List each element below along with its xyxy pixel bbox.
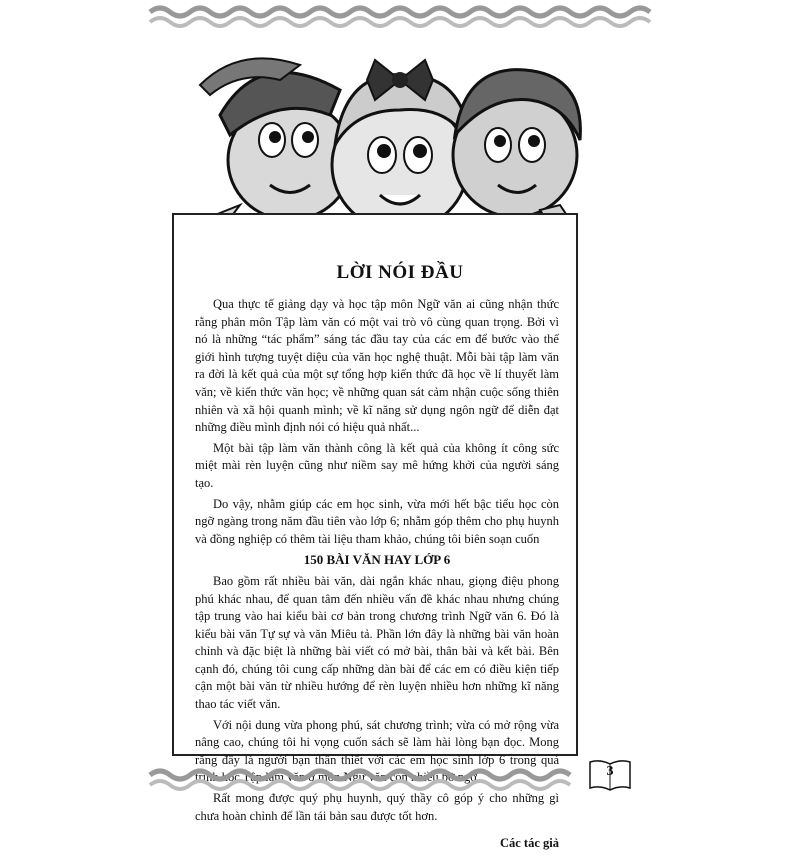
bottom-wave-decoration <box>0 765 800 795</box>
girl-center-figure <box>332 60 470 231</box>
boy-right-figure <box>453 70 580 225</box>
paragraph: Với nội dung vừa phong phú, sát chương trình; vừa có mở rộng vừa nâng cao, chúng tôi hi vọng cuốn sách sẽ làm hài lòng bạn đọc. Mong rằng đây là người bạn thân thiết với các em học sinh lớp 6 trong quá trình học Tập làm văn ở môn Ngữ văn còn nhiều bỡ ngỡ. <box>195 717 559 785</box>
page-title: LỜI NÓI ĐẦU <box>336 262 464 283</box>
paragraph: Qua thực tế giảng dạy và học tập môn Ngữ văn ai cũng nhận thức rằng phân môn Tập làm văn có một vai trò vô cùng quan trọng. Bởi vì nó là những “tác phẩm” sáng tác đầu tay của các em để bước vào thế giới hình tượng tuyệt diệu của văn học nghệ thuật. Mỗi bài tập làm văn ra đời là kết quả của một sự tổng hợp kiến thức đã học về lí thuyết làm văn; về kiến thức văn học; về những quan sát cảm nhận cuộc sống thiên nhiên và xã hội quanh mình; về kĩ năng sử dụng ngôn ngữ để diễn đạt những điều mình định nói có hiệu quả nhất... <box>195 297 559 435</box>
paragraph: Rất mong được quý phụ huynh, quý thầy cô góp ý cho những gì chưa hoàn chỉnh để lần tái bản sau được tốt hơn. <box>195 791 559 823</box>
page-number: 3 <box>606 764 614 779</box>
signature: Các tác giả <box>499 836 559 851</box>
paragraph: Do vậy, nhằm giúp các em học sinh, vừa mới hết bậc tiểu học còn ngỡ ngàng trong năm đầu tiên vào lớp 6; nhằm góp thêm cho phụ huynh và đồng nghiệp có thêm tài liệu tham khảo, chúng tôi biên soạn cuốn <box>195 496 559 546</box>
paragraph: Một bài tập làm văn thành công là kết quả của không ít công sức miệt mài rèn luyện cũng như niềm say mê hứng khởi của người sáng tạo. <box>195 440 559 490</box>
paragraph: Bao gồm rất nhiều bài văn, dài ngắn khác nhau, giọng điệu phong phú khác nhau, để quan tâm đến nhiều vấn đề khác nhau nhưng chúng tập trung vào hai kiểu bài cơ bản trong chương trình Ngữ văn 6. Đó là kiểu bài văn Tự sự và văn Miêu tả. Phần lớn đây là những bài văn hoàn chỉnh và đặc biệt là những bài viết có mở bài, thân bài và kết bài. Bên cạnh đó, chúng tôi cung cấp những dàn bài để các em có điều kiện tiếp cận một bài văn từ nhiều hướng để rèn luyện nhiều hơn những kĩ năng thao tác viết văn. <box>195 573 559 712</box>
top-wave-decoration <box>0 0 800 30</box>
children-illustration <box>0 35 800 235</box>
boy-left-figure <box>200 58 352 225</box>
page-number-badge <box>588 758 632 792</box>
book-title: 150 BÀI VĂN HAY LỚP 6 <box>303 552 451 568</box>
